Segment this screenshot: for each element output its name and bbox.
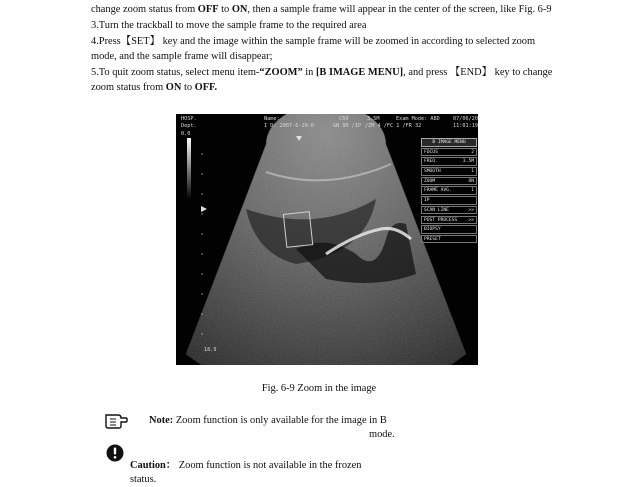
depth-bottom: 18.9 <box>204 347 217 353</box>
menu-item-focus[interactable] <box>421 148 477 157</box>
menu-item-label: PRESET <box>424 236 441 242</box>
time-display: 11:01:19 <box>453 123 478 129</box>
menu-item-label: FRAME AVG. <box>424 188 452 194</box>
note-line-1 <box>149 414 387 428</box>
menu-item-frame-avg[interactable] <box>421 186 477 195</box>
ultrasound-image <box>176 114 478 365</box>
menu-item-label: SCAN LINE <box>424 207 449 213</box>
bold-zoom: “ZOOM” <box>259 67 303 78</box>
menu-item-smooth[interactable] <box>421 167 477 176</box>
note-label: Note: <box>149 415 174 426</box>
text-span: , and press 【END】 key to change <box>403 67 553 78</box>
gain-value: GN 90 /IP <box>333 123 362 129</box>
date-display: 07/06/20 <box>453 116 478 122</box>
bold-on: ON <box>165 82 182 93</box>
menu-item-label: POST PROCESS <box>424 217 458 223</box>
caution-icon <box>106 444 124 462</box>
menu-item-preset[interactable] <box>421 235 477 244</box>
note-text: Zoom function is only available for the image in B <box>173 415 387 426</box>
bold-off: OFF <box>197 4 219 15</box>
paragraph-line-3: 4.Press【SET】 key and the image within the sample frame will be zoomed in according to selected zoom <box>91 36 536 47</box>
text-span: 5.To quit zoom status, select menu item- <box>91 67 260 78</box>
name-label: Name: <box>264 116 280 122</box>
menu-item-value: 1 <box>471 169 474 175</box>
menu-item-value: >> <box>468 217 474 223</box>
bold-off: OFF. <box>194 82 218 93</box>
menu-item-biopsy[interactable] <box>421 225 477 234</box>
hosp-label: HOSP. <box>181 116 197 122</box>
bold-menu: [B IMAGE MENU] <box>315 67 404 78</box>
menu-item-value: 2 <box>471 149 474 155</box>
menu-item-post-process[interactable] <box>421 216 477 225</box>
caution-line-2: status. <box>130 474 157 485</box>
paragraph-line-4: mode, and the sample frame will disappear; <box>91 51 273 62</box>
text-span: to <box>218 4 232 15</box>
bold-on: ON <box>231 4 248 15</box>
menu-item-ip[interactable] <box>421 196 477 205</box>
menu-item-scan-line[interactable] <box>421 206 477 215</box>
figure-caption: Fig. 6-9 Zoom in the image <box>261 383 377 394</box>
paragraph-line-6 <box>91 81 217 94</box>
b-image-menu <box>421 138 477 245</box>
text-span: zoom status from <box>91 82 166 93</box>
menu-item-label: SMOOTH <box>424 169 441 175</box>
probe-model: C60 <box>339 116 349 122</box>
freq-value: 3.5M <box>367 116 380 122</box>
menu-item-label: ZOOM <box>424 178 436 184</box>
paragraph-line-1 <box>91 3 552 16</box>
text-span: in <box>302 67 316 78</box>
paragraph-line-2: 3.Turn the trackball to move the sample frame to the required area <box>91 20 367 31</box>
caution-text: Zoom function is not available in the frozen <box>176 460 362 471</box>
caution-line-1 <box>130 459 361 473</box>
menu-item-label: BIOPSY <box>424 227 441 233</box>
caution-label: Caution： <box>130 460 177 471</box>
paragraph-line-5 <box>91 66 552 79</box>
menu-item-freq[interactable] <box>421 157 477 166</box>
zoom-status: /ZM 4 /FC 1 /FR 32 <box>365 123 422 129</box>
menu-item-value: ON <box>468 178 474 184</box>
menu-item-zoom[interactable] <box>421 177 477 186</box>
menu-item-label: IP <box>424 198 430 204</box>
depth-top: 0.0 <box>181 131 191 137</box>
menu-title: B IMAGE MENU <box>421 138 477 147</box>
menu-item-value: >> <box>468 207 474 213</box>
menu-item-label: FOCUS <box>424 149 438 155</box>
text-span: to <box>181 82 195 93</box>
note-line-2: mode. <box>369 429 395 440</box>
text-span: , then a sample frame will appear in the center of the screen, like Fig. 6-9 <box>247 4 552 15</box>
grayscale-bar <box>187 138 191 200</box>
text-span: change zoom status from <box>91 4 198 15</box>
menu-item-label: FREQ. <box>424 159 438 165</box>
patient-id: I D: 2007-6-20-0 <box>264 123 314 129</box>
exam-mode: Exam Mode: ABD <box>396 116 440 122</box>
menu-item-value: 3.5M <box>462 159 474 165</box>
dept-label: Dept. <box>181 123 197 129</box>
menu-item-value: 1 <box>471 188 474 194</box>
note-hand-icon <box>104 412 128 430</box>
